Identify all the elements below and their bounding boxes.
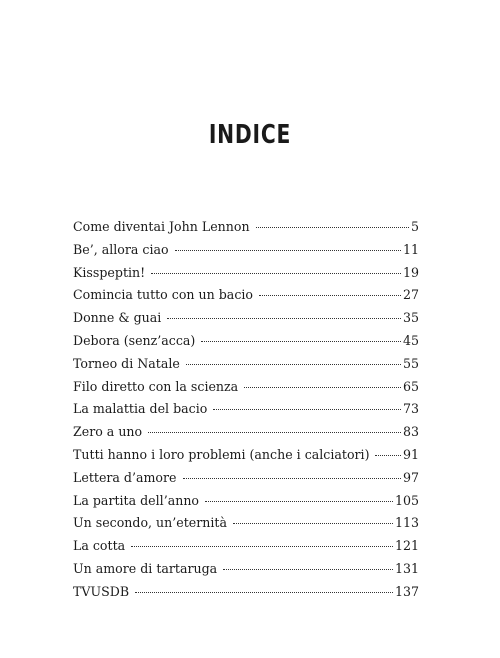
dot-leader [244,386,401,388]
toc-entry [73,558,419,581]
dot-leader [233,522,393,524]
toc-entry-page: 19 [402,264,419,280]
toc-entry-page: 91 [402,446,419,462]
toc-entry-title: Donne & guai [73,310,162,326]
toc-entry-page: 27 [402,287,419,303]
toc-entry-page: 121 [394,538,419,554]
dot-leader [223,568,393,570]
toc-entry-title: Lettera d’amore [73,469,177,485]
dot-leader [167,317,401,319]
toc-entry [73,467,419,490]
toc-entry [73,512,419,535]
toc-entry-title: La partita dell’anno [73,492,200,508]
toc-entry-title: Un amore di tartaruga [73,560,218,576]
toc-entry-title: Comincia tutto con un bacio [73,287,253,303]
toc-entry-page: 83 [402,424,419,440]
toc-entry [73,330,419,353]
toc-entry-title: Filo diretto con la scienza [73,378,239,394]
toc-entry [73,262,419,285]
toc-entry-page: 137 [394,583,419,599]
toc-entry-title: Tutti hanno i loro problemi (anche i calciatori) [73,446,370,462]
table-of-contents [73,216,419,604]
toc-entry-page: 131 [394,560,419,576]
toc-entry-page: 97 [402,469,419,485]
toc-entry-title: Kisspeptin! [73,264,146,280]
dot-leader [148,431,401,433]
toc-entry-page: 65 [402,378,419,394]
toc-entry-title: Come diventai John Lennon [73,219,250,234]
toc-entry [73,284,419,307]
toc-entry [73,239,419,262]
dot-leader [135,591,393,593]
toc-entry-page: 55 [402,355,419,371]
toc-entry [73,376,419,399]
toc-entry [73,421,419,444]
page-title: INDICE [208,120,292,150]
toc-entry [73,535,419,558]
toc-entry [73,444,419,467]
dot-leader [151,272,401,274]
dot-leader [256,226,409,228]
dot-leader [186,363,401,365]
toc-entry [73,398,419,421]
dot-leader [213,408,401,410]
toc-entry [73,581,419,604]
toc-entry [73,216,419,239]
toc-entry-title: La cotta [73,538,126,554]
toc-entry [73,307,419,330]
toc-entry-title: Be’, allora ciao [73,241,169,257]
toc-entry-title: TVUSDB [73,583,130,599]
dot-leader [201,340,401,342]
toc-entry-page: 11 [402,241,419,257]
dot-leader [375,454,400,456]
dot-leader [131,545,393,547]
toc-entry-page: 35 [402,310,419,326]
toc-entry [73,490,419,513]
toc-entry-title: Torneo di Natale [73,355,180,371]
toc-entry-page: 105 [394,492,419,508]
toc-entry-title: Zero a uno [73,424,143,440]
toc-entry-page: 45 [402,332,419,348]
toc-entry-title: La malattia del bacio [73,401,208,417]
dot-leader [183,477,401,479]
dot-leader [259,294,401,296]
toc-entry-page: 113 [394,515,419,531]
toc-entry [73,353,419,376]
dot-leader [175,249,401,251]
toc-entry-page: 73 [402,401,419,417]
toc-entry-page: 5 [410,219,419,234]
toc-entry-title: Un secondo, un’eternità [73,515,227,531]
toc-entry-title: Debora (senz’acca) [73,332,196,348]
dot-leader [205,500,393,502]
